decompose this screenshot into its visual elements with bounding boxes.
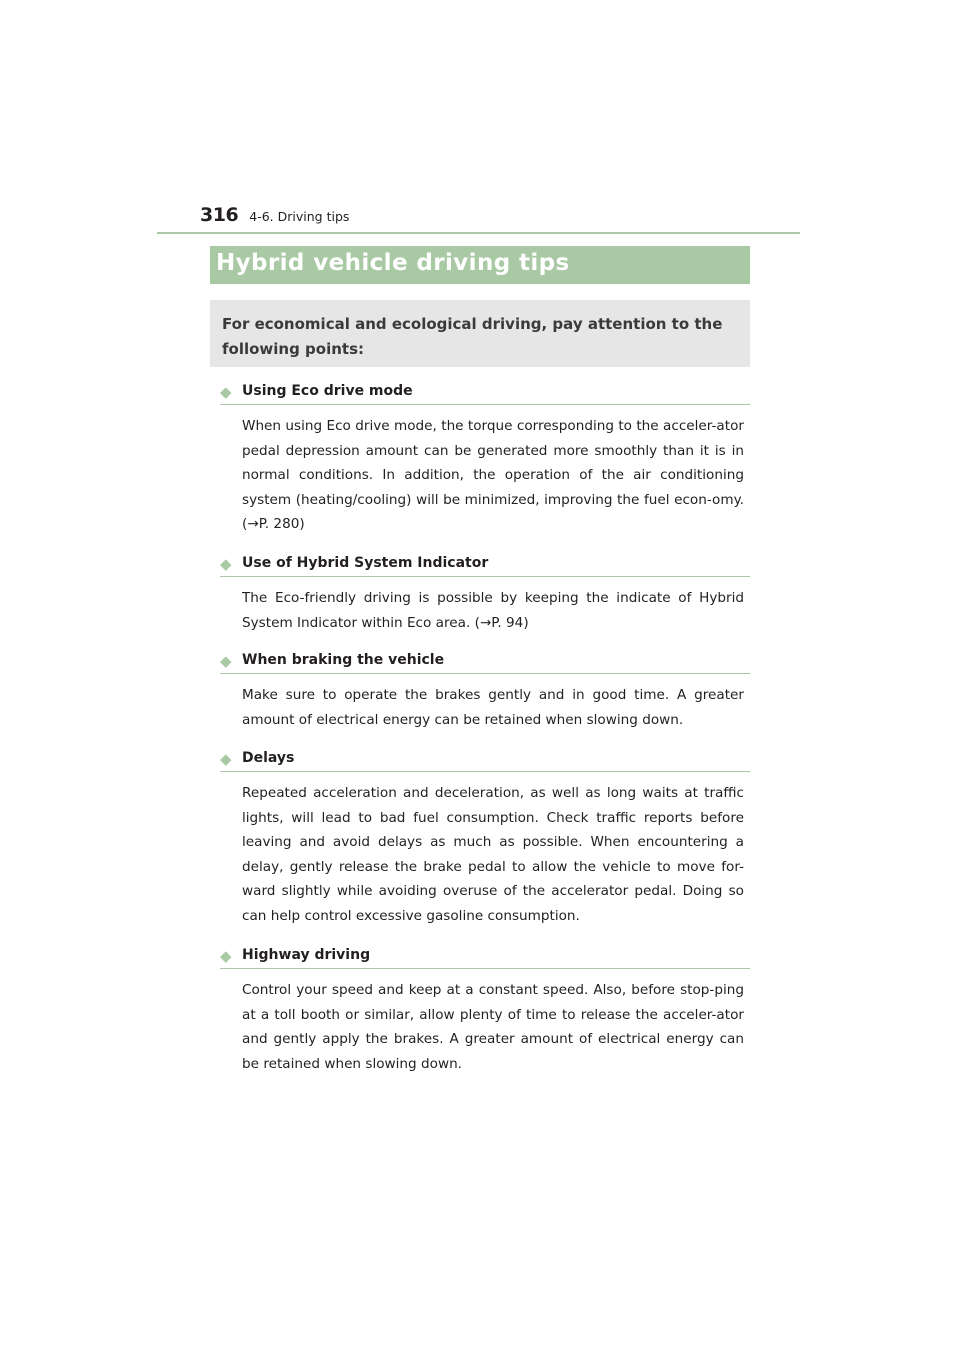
tip-heading bbox=[220, 946, 750, 969]
page-number: 316 bbox=[200, 204, 239, 226]
tip-braking bbox=[220, 651, 750, 732]
diamond-bullet-icon: ◆ bbox=[220, 652, 232, 670]
tip-body: Control your speed and keep at a constant speed. Also, before stop-ping at a toll booth or similar, allow plenty of time to release the acceler-ator and gently apply the brakes. A greater amount of electrical energy can be retained when slowing down. bbox=[242, 982, 744, 1072]
diamond-bullet-icon: ◆ bbox=[220, 750, 232, 768]
tip-body: Make sure to operate the brakes gently and in good time. A greater amount of electrical energy can be retained when slowing down. bbox=[242, 687, 744, 728]
header-divider bbox=[157, 232, 800, 234]
tip-heading bbox=[220, 651, 750, 674]
tip-eco-drive-mode bbox=[220, 382, 750, 537]
tip-body: Repeated acceleration and deceleration, as well as long waits at traffic lights, will lead to bad fuel consumption. Check traffic reports before leaving and avoid delays as much as possible. When encountering a delay, gently release the brake pedal to allow the vehicle to move for-ward slightly while avoiding overuse of the accelerator pedal. Doing so can help control excessive gasoline consumption. bbox=[242, 785, 744, 924]
page-title: Hybrid vehicle driving tips bbox=[216, 250, 570, 276]
tip-title: Highway driving bbox=[242, 947, 371, 963]
tip-hybrid-system-indicator bbox=[220, 554, 750, 635]
tip-heading bbox=[220, 382, 750, 405]
intro-text: For economical and ecological driving, pay attention to the following points: bbox=[222, 315, 723, 358]
tip-heading bbox=[220, 749, 750, 772]
tip-body: The Eco-friendly driving is possible by keeping the indicate of Hybrid System Indicator within Eco area. (→P. 94) bbox=[242, 590, 744, 631]
tip-highway-driving bbox=[220, 946, 750, 1076]
section-label: 4-6. Driving tips bbox=[249, 209, 350, 224]
page-header bbox=[200, 204, 349, 226]
tip-title: Use of Hybrid System Indicator bbox=[242, 555, 489, 571]
diamond-bullet-icon: ◆ bbox=[220, 947, 232, 965]
intro-box bbox=[210, 300, 750, 367]
diamond-bullet-icon: ◆ bbox=[220, 555, 232, 573]
title-bar bbox=[210, 246, 750, 284]
tip-body: When using Eco drive mode, the torque corresponding to the acceler-ator pedal depression amount can be generated more smoothly than it is in normal conditions. In addition, the operation of the air conditioning system (heating/cooling) will be minimized, improving the fuel econ-omy. (→P. 280) bbox=[242, 418, 744, 533]
tip-title: When braking the vehicle bbox=[242, 652, 445, 668]
tip-title: Delays bbox=[242, 750, 295, 766]
tip-title: Using Eco drive mode bbox=[242, 383, 413, 399]
diamond-bullet-icon: ◆ bbox=[220, 383, 232, 401]
tip-heading bbox=[220, 554, 750, 577]
tip-delays bbox=[220, 749, 750, 929]
